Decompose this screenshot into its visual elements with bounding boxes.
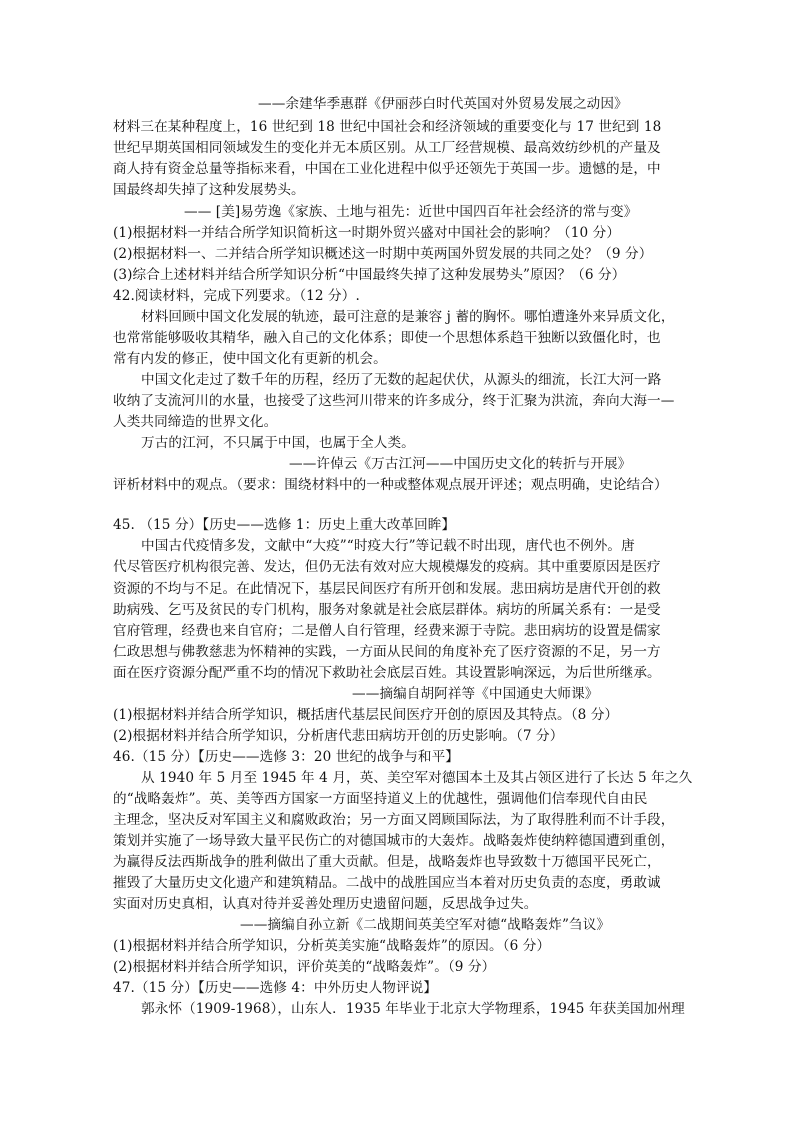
- question-line: 评析材料中的观点。（要求：围绕材料中的一种或整体观点展开评述；观点明确，史论结合）: [113, 477, 668, 493]
- paragraph-line: 收纳了支流河川的水量，也接受了这些河川带来的许多成分，终于汇聚为洪流，奔向大海一—: [113, 393, 675, 409]
- paragraph-line: 的“战略轰炸”。英、美等西方国家一方面坚持道义上的优越性，强调他们信奉现代自由民: [113, 791, 648, 807]
- paragraph-line: 商人持有资金总量等指标来看，中国在工业化进程中似乎还领先于英国一步。遗憾的是，中: [113, 161, 661, 177]
- question-heading: 47.（15 分）【历史——选修 4：中外历史人物评说】: [113, 980, 438, 996]
- paragraph-line: 郭永怀（1909-1968），山东人．1935 年毕业于北京大学物理系，1945 年获美国加州理: [141, 1001, 685, 1017]
- paragraph-line: 策划并实施了一场导致大量平民伤亡的对德国城市的大轰炸。战略轰炸使纳粹德国遭到重创，: [113, 833, 675, 849]
- paragraph-line: 万古的江河，不只属于中国，也属于全人类。: [141, 435, 415, 451]
- source-line: ——余建华季惠群《伊丽莎白时代英国对外贸易发展之动因》: [258, 96, 628, 112]
- question-heading: 45. （15 分）【历史——选修 1：历史上重大改革回眸】: [113, 517, 456, 533]
- paragraph-line: 代尽管医疗机构很完善、发达，但仍无法有效对应大规模爆发的疫病。其中重要原因是医疗: [113, 559, 661, 575]
- question-heading: 46.（15 分）【历史——选修 3：20 世纪的战争与和平】: [113, 749, 459, 765]
- source-line: —— [美]易劳逸《家族、土地与祖先：近世中国四百年社会经济的常与变》: [184, 204, 638, 220]
- paragraph-line: 人类共同缔造的世界文化。: [113, 414, 278, 430]
- paragraph-line: 国最终却失掉了这种发展势头。: [113, 182, 305, 198]
- paragraph-line: 为赢得反法西斯战争的胜利做出了重大贡献。但是，战略轰炸也导致数十万德国平民死亡，: [113, 854, 661, 870]
- question-line: (3)综合上述材料并结合所学知识分析“中国最终失掉了这种发展势头”原因？（6 分）: [113, 267, 626, 283]
- paragraph-line: 中国文化走过了数千年的历程，经历了无数的起起伏伏，从源头的细流，长江大河一路: [141, 372, 662, 388]
- question-heading: 42.阅读材料，完成下列要求。（12 分）.: [113, 288, 360, 304]
- question-line: (1)根据材料并结合所学知识，概括唐代基层民间医疗开创的原因及其特点。（8 分）: [113, 707, 619, 723]
- source-line: ——许倬云《万古江河——中国历史文化的转折与开展》: [289, 456, 632, 472]
- paragraph-line: 主理念，坚决反对军国主义和腐败政治；另一方面又罔顾国际法，为了取得胜利而不计手段，: [113, 812, 675, 828]
- paragraph-line: 中国古代疫情多发，文献中“大疫”“时疫大行”等记载不时出现，唐代也不例外。唐: [141, 538, 635, 554]
- paragraph-line: 面在医疗资源分配严重不均的情况下救助社会底层百姓。其设置影响深远，为后世所继承。: [113, 665, 661, 681]
- question-line: (2)根据材料并结合所学知识，评价英美的“战略轰炸”。（9 分）: [113, 959, 496, 975]
- source-line: ——摘编自孙立新《二战期间英美空军对德“战略轰炸”刍议》: [240, 917, 611, 933]
- question-line: (2)根据材料一、二并结合所学知识概述这一时期中英两国外贸发展的共同之处？（9 分）: [113, 246, 653, 262]
- paragraph-line: 摧毁了大量历史文化遗产和建筑精品。二战中的战胜国应当本着对历史负责的态度，勇敢诚: [113, 875, 661, 891]
- question-line: (1)根据材料一并结合所学知识简析这一时期外贸兴盛对中国社会的影响？（10 分）: [113, 225, 621, 241]
- paragraph-line: 资源的不均与不足。在此情况下，基层民间医疗有所开创和发展。悲田病坊是唐代开创的救: [113, 581, 661, 597]
- source-line: ——摘编自胡阿祥等《中国通史大师课》: [352, 686, 599, 702]
- paragraph-line: 从 1940 年 5 月至 1945 年 4 月，英、美空军对德国本土及其占领区进行了长达 5 年之久: [141, 770, 693, 786]
- paragraph-line: 材料回顾中国文化发展的轨迹，最可注意的是兼容 j 蓄的胸怀。哪怕遭逢外来异质文化，: [141, 309, 675, 325]
- paragraph-line: 世纪早期英国相同领域发生的变化并无本质区别。从工厂经营规模、最高效纺纱机的产量及: [113, 140, 661, 156]
- question-line: (1)根据材料并结合所学知识，分析英美实施“战略轰炸”的原因。（6 分）: [113, 938, 551, 954]
- paragraph-line: 实面对历史真相，认真对待并妥善处理历史遗留问题，反思战争过失。: [113, 896, 538, 912]
- paragraph-line: 仁政思想与佛教慈悲为怀精神的实践，一方面从民间的角度补充了医疗资源的不足，另一方: [113, 644, 661, 660]
- paragraph-line: 材料三在某种程度上，16 世纪到 18 世纪中国社会和经济领域的重要变化与 17 世纪到 18: [113, 119, 662, 135]
- paragraph-line: 常有内发的修正，使中国文化有更新的机会。: [113, 351, 387, 367]
- question-line: (2)根据材料并结合所学知识，分析唐代悲田病坊开创的历史影响。（7 分）: [113, 728, 564, 744]
- paragraph-line: 官府管理，经费也来自官府；二是僧人自行管理，经费来源于寺院。悲田病坊的设置是儒家: [113, 623, 661, 639]
- paragraph-line: 助病残、乞丐及贫民的专门机构，服务对象就是社会底层群体。病坊的所属关系有：一是受: [113, 602, 661, 618]
- paragraph-line: 也常常能够吸收其精华，融入自己的文化体系；即使一个思想体系趋干独断以致僵化时，也: [113, 330, 661, 346]
